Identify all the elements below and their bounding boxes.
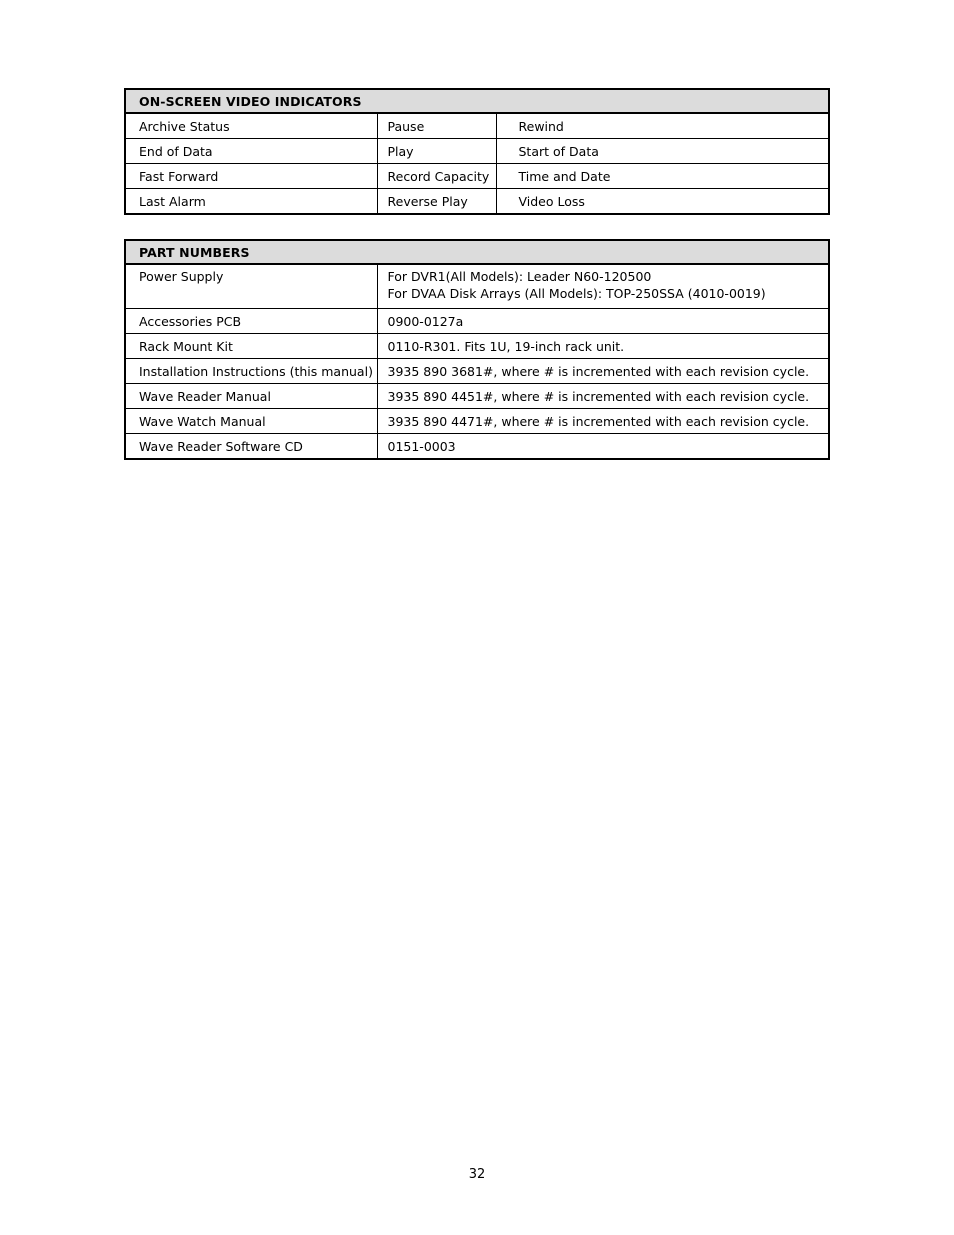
part-number-value xyxy=(377,264,829,309)
table-cell: Play xyxy=(377,139,496,164)
part-item: Rack Mount Kit xyxy=(125,334,377,359)
part-numbers-table xyxy=(124,239,830,460)
table-header-row xyxy=(125,240,829,264)
table-cell: End of Data xyxy=(125,139,377,164)
table-cell: Time and Date xyxy=(496,164,829,189)
on-screen-video-indicators-table xyxy=(124,88,830,215)
table-row xyxy=(125,113,829,139)
table-cell: Archive Status xyxy=(125,113,377,139)
table-cell: Pause xyxy=(377,113,496,139)
table-row xyxy=(125,189,829,215)
part-number-line: For DVAA Disk Arrays (All Models): TOP-250SSA (4010-0019) xyxy=(387,286,766,301)
table-cell: Video Loss xyxy=(496,189,829,215)
table-header-row xyxy=(125,89,829,113)
table-row xyxy=(125,359,829,384)
table-cell: Reverse Play xyxy=(377,189,496,215)
table-row xyxy=(125,309,829,334)
table-row xyxy=(125,334,829,359)
part-item: Installation Instructions (this manual) xyxy=(125,359,377,384)
part-number-value: 0151-0003 xyxy=(377,434,829,460)
part-item: Wave Reader Software CD xyxy=(125,434,377,460)
table-row xyxy=(125,434,829,460)
table-cell: Record Capacity xyxy=(377,164,496,189)
page-number: 32 xyxy=(468,1167,486,1182)
table-cell: Last Alarm xyxy=(125,189,377,215)
part-item: Power Supply xyxy=(125,264,377,309)
part-number-value: 3935 890 4471#, where # is incremented with each revision cycle. xyxy=(377,409,829,434)
part-item: Wave Reader Manual xyxy=(125,384,377,409)
table-row xyxy=(125,409,829,434)
part-item: Accessories PCB xyxy=(125,309,377,334)
table-row xyxy=(125,164,829,189)
part-numbers-table-title: PART NUMBERS xyxy=(125,240,829,264)
part-number-value: 0110-R301. Fits 1U, 19-inch rack unit. xyxy=(377,334,829,359)
part-number-value: 3935 890 3681#, where # is incremented with each revision cycle. xyxy=(377,359,829,384)
table-row xyxy=(125,384,829,409)
table-cell: Rewind xyxy=(496,113,829,139)
indicators-table-title: ON-SCREEN VIDEO INDICATORS xyxy=(125,89,829,113)
table-cell: Fast Forward xyxy=(125,164,377,189)
table-cell: Start of Data xyxy=(496,139,829,164)
part-number-line: For DVR1(All Models): Leader N60-120500 xyxy=(387,269,652,284)
table-row xyxy=(125,139,829,164)
part-number-value: 0900-0127a xyxy=(377,309,829,334)
table-row xyxy=(125,264,829,309)
part-number-value: 3935 890 4451#, where # is incremented with each revision cycle. xyxy=(377,384,829,409)
part-item: Wave Watch Manual xyxy=(125,409,377,434)
